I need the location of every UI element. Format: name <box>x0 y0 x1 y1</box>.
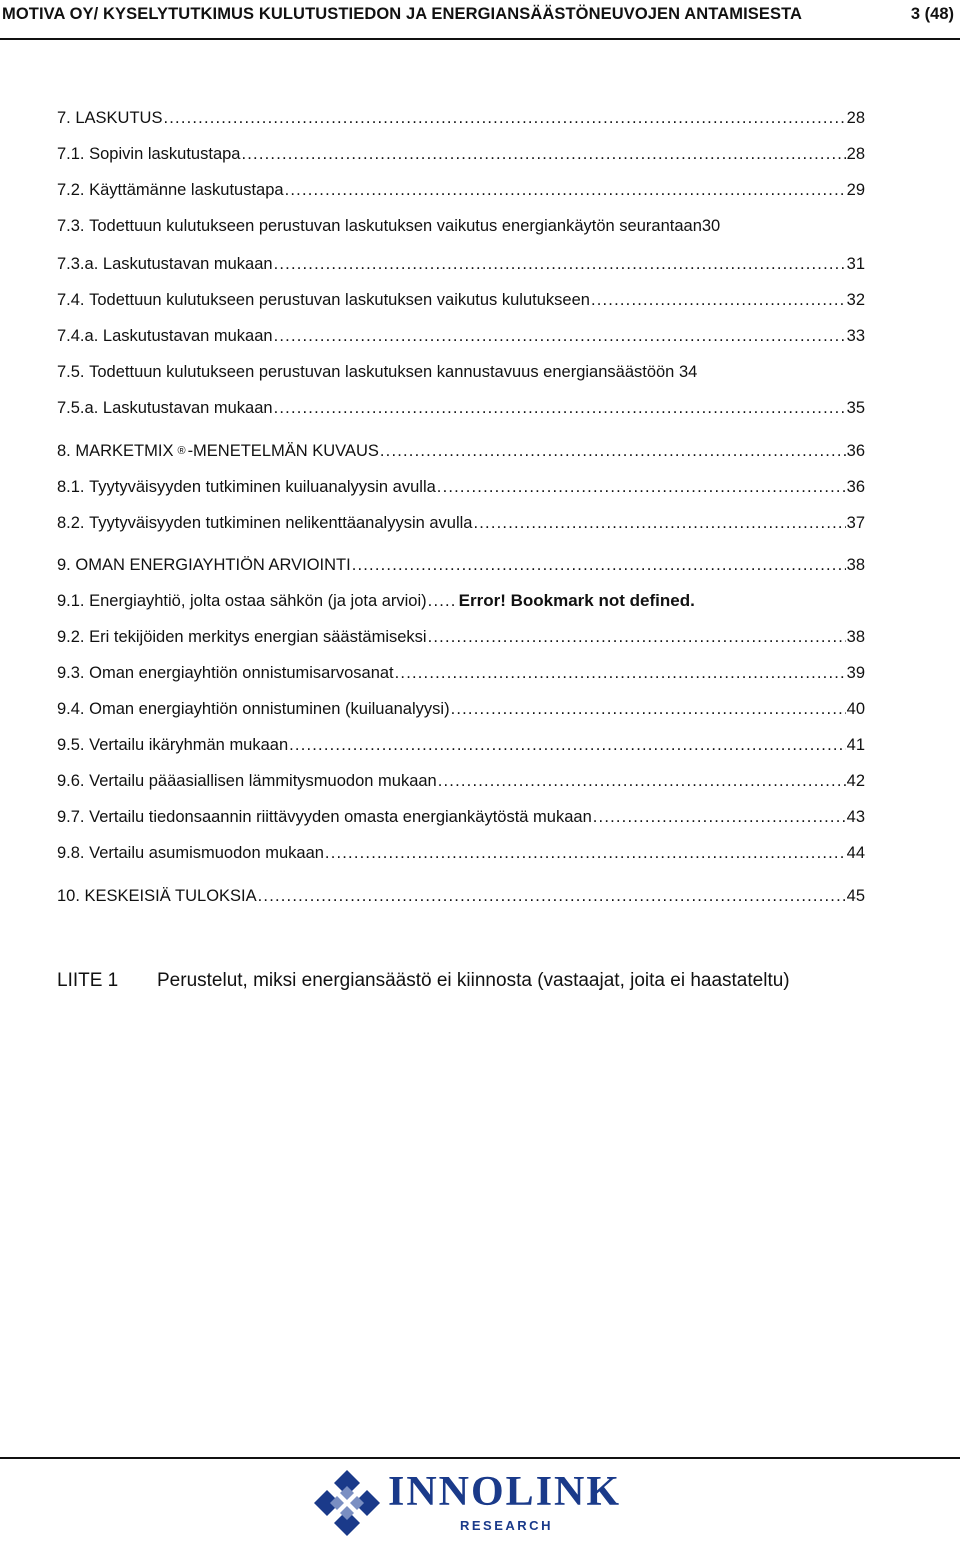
toc-entry[interactable] <box>57 587 865 611</box>
toc-number: 9.3. <box>57 664 85 682</box>
appendix-text: Perustelut, miksi energiansäästö ei kiinnosta (vastaajat, joita ei haastateltu) <box>157 970 790 991</box>
toc-page: 37 <box>846 514 865 532</box>
header-title: MOTIVA OY/ KYSELYTUTKIMUS KULUTUSTIEDON JA ENERGIANSÄÄSTÖNEUVOJEN ANTAMISESTA <box>2 5 803 23</box>
toc-text: Vertailu asumismuodon mukaan <box>89 844 324 862</box>
toc-page: 33 <box>846 327 865 345</box>
toc-page: 41 <box>846 736 865 754</box>
toc-text: Sopivin laskutustapa <box>89 145 241 163</box>
toc-text: Käyttämänne laskutustapa <box>89 181 284 199</box>
toc-text: Laskutustavan mukaan <box>102 399 273 417</box>
toc-page: 42 <box>846 772 865 790</box>
toc-page: 32 <box>846 291 865 309</box>
toc-number: 9.1. <box>57 592 85 610</box>
toc-number: 7.5.a. <box>57 399 99 417</box>
toc-entry[interactable] <box>57 882 865 906</box>
toc-number: 8.1. <box>57 478 85 496</box>
toc-page: 28 <box>846 109 865 127</box>
toc-page: 39 <box>846 664 865 682</box>
page-header <box>0 0 960 40</box>
toc-page: 30 <box>701 217 721 235</box>
toc-page: 35 <box>846 399 865 417</box>
toc-number: 10. <box>57 887 80 905</box>
toc-entry[interactable] <box>57 803 865 827</box>
toc-text: Todettuun kulutukseen perustuvan laskutuksen kannustavuus energiansäästöön <box>89 363 675 381</box>
toc-entry[interactable] <box>57 659 865 683</box>
toc-leader <box>289 735 846 755</box>
toc-text: Vertailu pääasiallisen lämmitysmuodon mukaan <box>89 772 437 790</box>
innolink-emblem-icon <box>312 1468 382 1538</box>
toc-text: Oman energiayhtiön onnistuminen (kuiluanalyysi) <box>89 700 450 718</box>
toc-leader <box>437 477 846 497</box>
toc-leader <box>438 771 846 791</box>
toc-entry[interactable] <box>57 250 865 274</box>
toc-text: Energiayhtiö, jolta ostaa sähkön (ja jota arvioi) <box>89 592 427 610</box>
toc-entry[interactable] <box>57 839 865 863</box>
toc-page: 40 <box>846 700 865 718</box>
toc-text: LASKUTUS <box>75 109 163 127</box>
toc-number: 9.2. <box>57 628 85 646</box>
toc-leader <box>352 555 846 575</box>
toc-leader <box>591 290 846 310</box>
toc-entry[interactable] <box>57 437 865 461</box>
header-page-number: 3 (48) <box>910 5 954 23</box>
appendix-entry <box>57 970 790 992</box>
toc-number: 7.3. <box>57 217 85 235</box>
toc-entry[interactable] <box>57 176 865 200</box>
toc-entry[interactable] <box>57 212 865 236</box>
toc-page: 38 <box>846 556 865 574</box>
toc-entry[interactable] <box>57 509 865 533</box>
innolink-logo <box>312 1468 622 1538</box>
toc-text: Tyytyväisyyden tutkiminen nelikenttäanalyysin avulla <box>89 514 473 532</box>
toc-number: 9.5. <box>57 736 85 754</box>
toc-entry[interactable] <box>57 104 865 128</box>
toc-number: 7.4. <box>57 291 85 309</box>
toc-entry[interactable] <box>57 767 865 791</box>
toc-leader <box>325 843 846 863</box>
toc-entry[interactable] <box>57 473 865 497</box>
toc-leader <box>258 886 846 906</box>
toc-number: 9.8. <box>57 844 85 862</box>
toc-text: Tyytyväisyyden tutkiminen kuiluanalyysin avulla <box>89 478 436 496</box>
toc-entry[interactable] <box>57 695 865 719</box>
toc-page: 34 <box>678 363 698 381</box>
toc-number: 7.2. <box>57 181 85 199</box>
toc-number: 8. <box>57 442 71 460</box>
toc-entry[interactable] <box>57 394 865 418</box>
toc-leader <box>428 627 846 647</box>
toc-number: 9. <box>57 556 71 574</box>
appendix-label: LIITE 1 <box>57 970 119 991</box>
toc-number: 7. <box>57 109 71 127</box>
toc-leader <box>285 180 846 200</box>
footer-rule <box>0 1457 960 1459</box>
toc-page: 29 <box>846 181 865 199</box>
toc-text: Todettuun kulutukseen perustuvan laskutuksen vaikutus energiankäytön seurantaan <box>89 217 702 235</box>
toc-text: Laskutustavan mukaan <box>102 327 273 345</box>
toc-leader <box>593 807 846 827</box>
toc-text: Vertailu ikäryhmän mukaan <box>89 736 289 754</box>
toc-leader <box>274 326 846 346</box>
toc-leader <box>274 398 846 418</box>
toc-text: Laskutustavan mukaan <box>102 255 273 273</box>
toc-page: 44 <box>846 844 865 862</box>
toc-number: 7.4.a. <box>57 327 99 345</box>
toc-leader <box>428 591 458 611</box>
toc-number: 9.7. <box>57 808 85 826</box>
toc-number: 9.6. <box>57 772 85 790</box>
toc-page: 28 <box>846 145 865 163</box>
toc-text: Vertailu tiedonsaannin riittävyyden omasta energiankäytöstä mukaan <box>89 808 592 826</box>
toc-number: 7.5. <box>57 363 85 381</box>
toc-number: 9.4. <box>57 700 85 718</box>
toc-text-suffix: -MENETELMÄN KUVAUS <box>187 442 379 460</box>
toc-leader <box>395 663 846 683</box>
registered-mark: ® <box>177 445 186 457</box>
toc-page: 43 <box>846 808 865 826</box>
toc-page: 45 <box>846 887 865 905</box>
toc-leader <box>473 513 845 533</box>
toc-leader <box>241 144 845 164</box>
toc-page-error: Error! Bookmark not defined. <box>458 591 695 610</box>
logo-wordmark: INNOLINK <box>388 1469 622 1515</box>
toc-entry[interactable] <box>57 551 865 575</box>
toc-entry[interactable] <box>57 286 865 310</box>
toc-page: 36 <box>846 478 865 496</box>
header-rule <box>0 38 960 40</box>
toc-entry[interactable] <box>57 623 865 647</box>
toc-number: 8.2. <box>57 514 85 532</box>
toc-page: 31 <box>846 255 865 273</box>
toc-entry[interactable] <box>57 140 865 164</box>
toc-page: 36 <box>846 442 865 460</box>
toc-leader <box>451 699 846 719</box>
toc-text: MARKETMIX <box>75 442 174 460</box>
toc-leader <box>163 108 845 128</box>
toc-text: Oman energiayhtiön onnistumisarvosanat <box>89 664 394 682</box>
toc-entry[interactable] <box>57 731 865 755</box>
toc-entry[interactable] <box>57 322 865 346</box>
toc-number: 7.3.a. <box>57 255 99 273</box>
toc-text: Eri tekijöiden merkitys energian säästämiseksi <box>89 628 427 646</box>
toc-text: OMAN ENERGIAYHTIÖN ARVIOINTI <box>75 556 351 574</box>
toc-entry[interactable] <box>57 358 865 382</box>
toc-text: Todettuun kulutukseen perustuvan laskutuksen vaikutus kulutukseen <box>89 291 590 309</box>
logo-subtitle: RESEARCH <box>460 1518 553 1533</box>
toc-leader <box>380 441 846 461</box>
toc-page: 38 <box>846 628 865 646</box>
toc-text: KESKEISIÄ TULOKSIA <box>84 887 257 905</box>
toc-leader <box>274 254 846 274</box>
toc-number: 7.1. <box>57 145 85 163</box>
